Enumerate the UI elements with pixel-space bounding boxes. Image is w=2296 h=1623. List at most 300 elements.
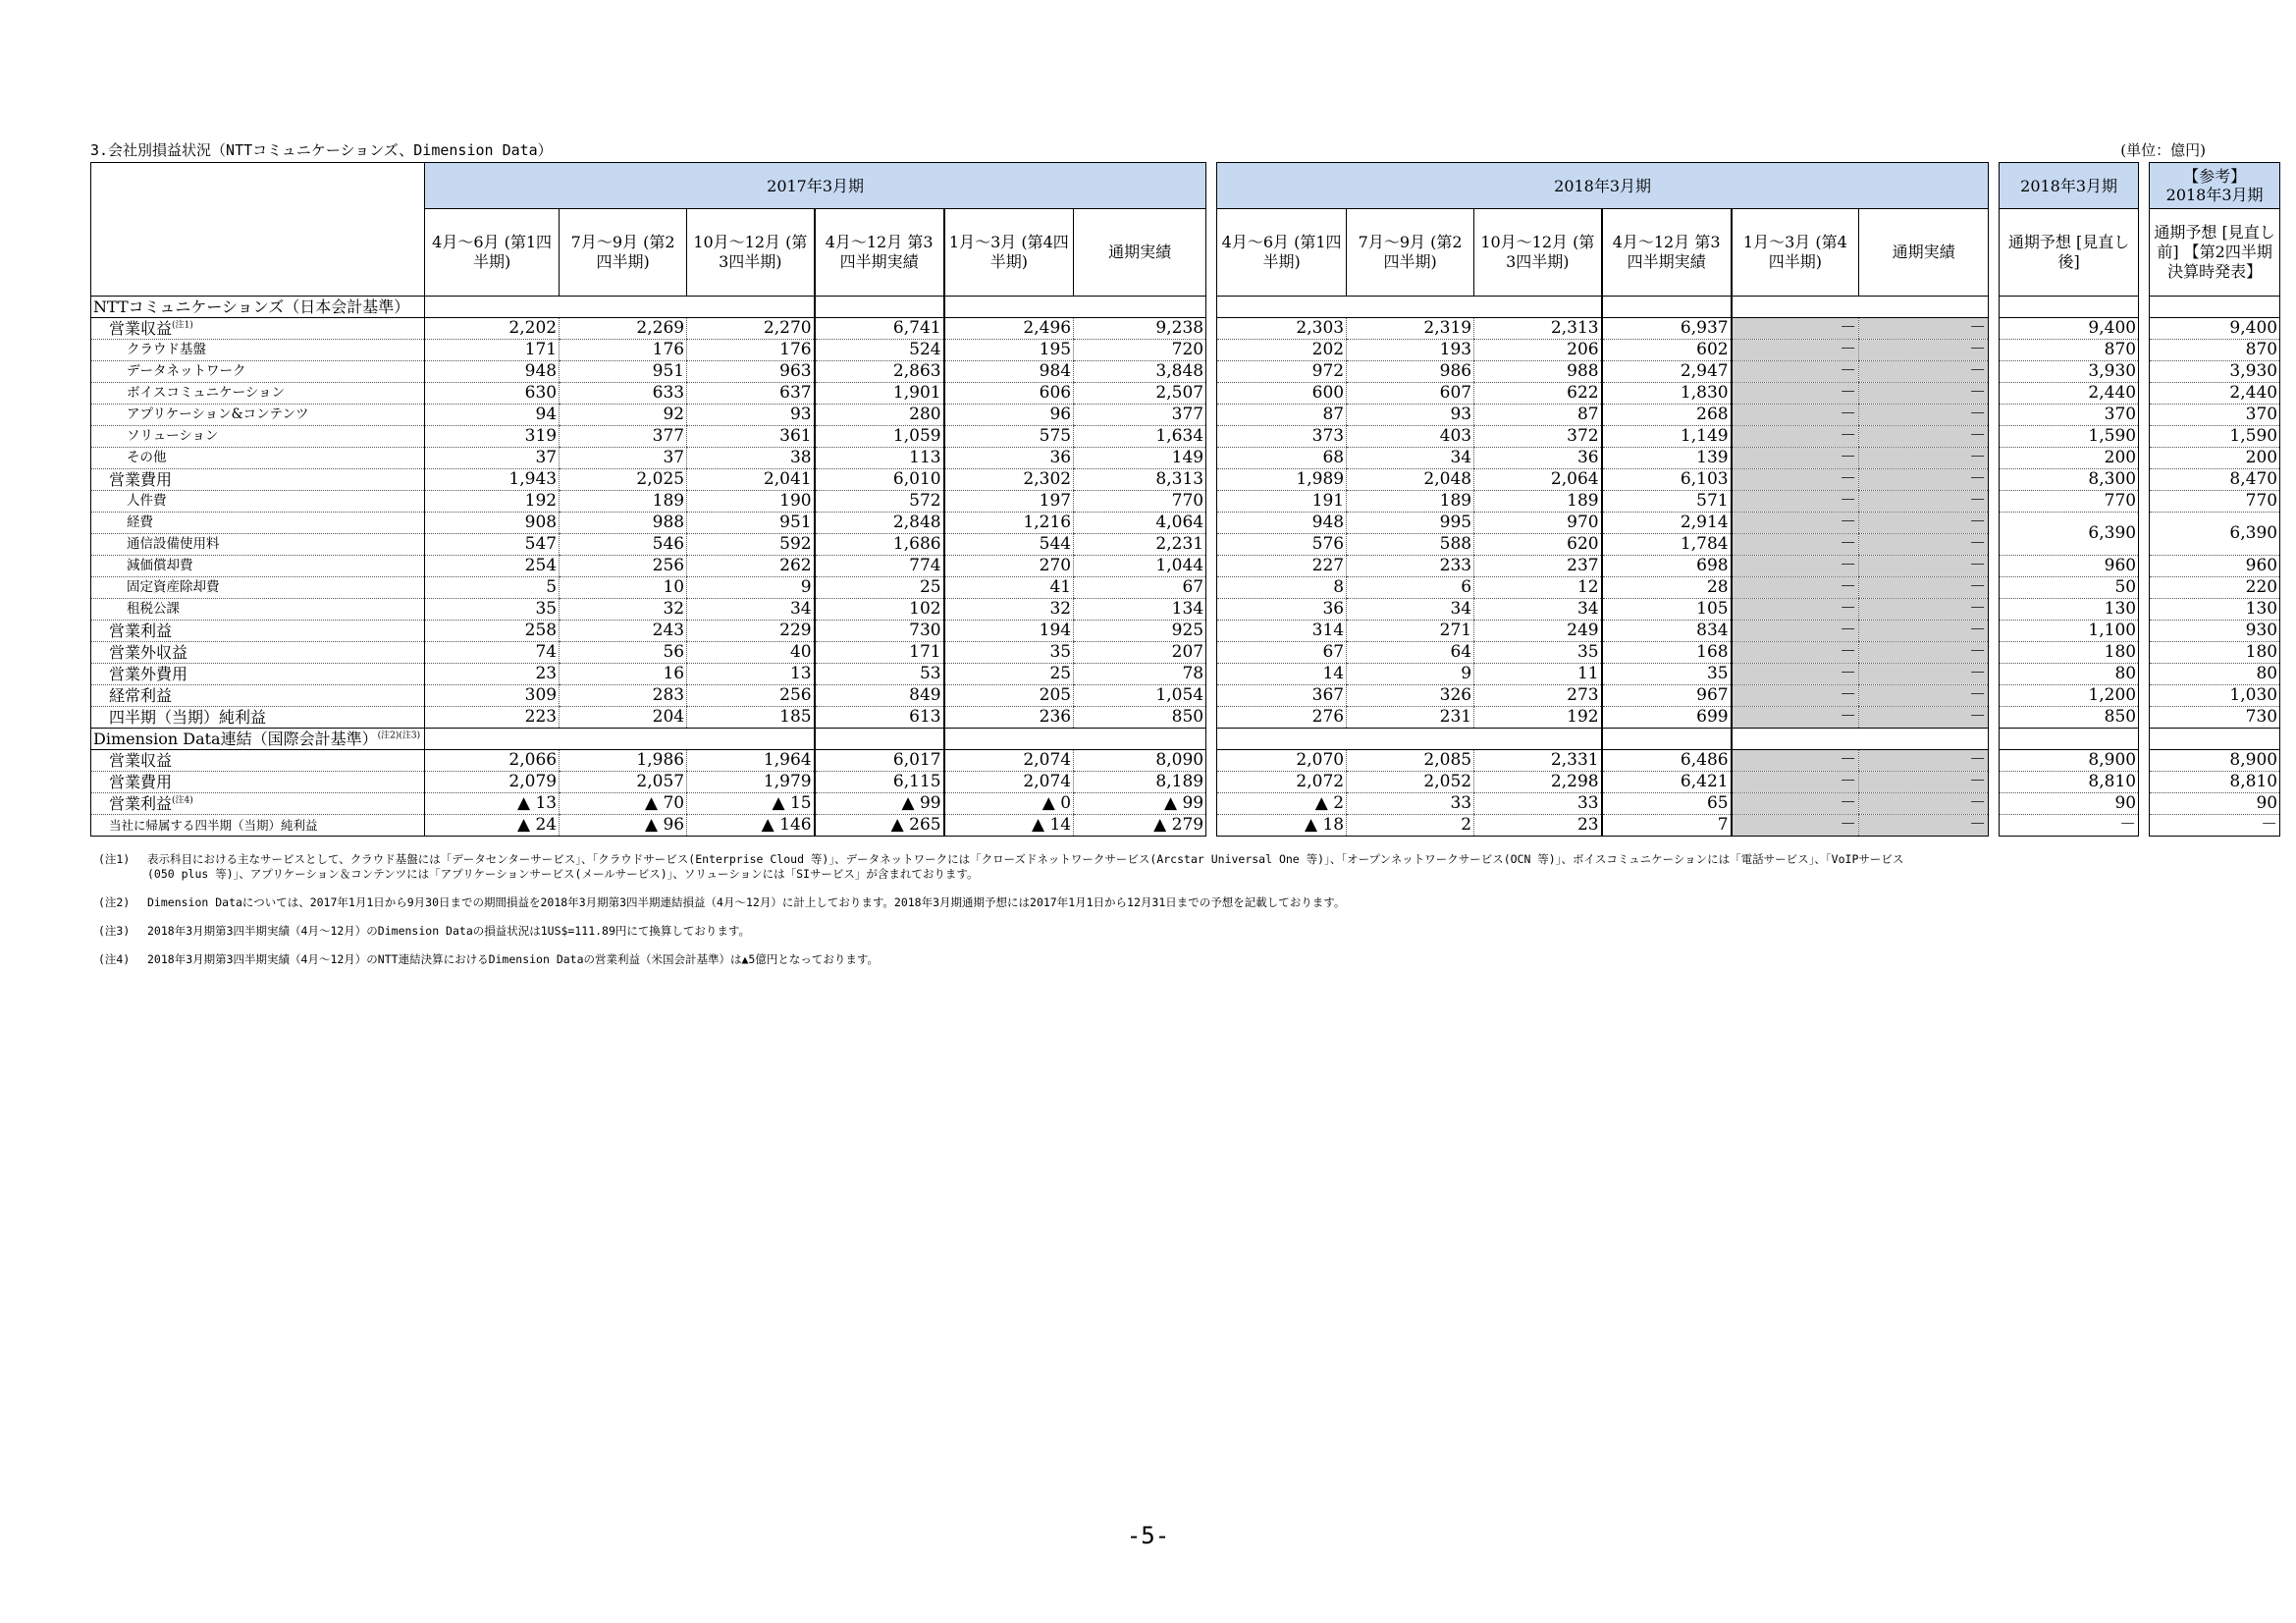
value-cell: 850: [1074, 707, 1206, 729]
note-text: 2018年3月期第3四半期実績（4月～12月）のNTT連結決算におけるDimension Dataの営業利益（米国会計基準）は▲5億円となっております。: [147, 952, 879, 966]
section-title: [91, 729, 425, 750]
page-title: 3.会社別損益状況（NTTコミュニケーションズ、Dimension Data）: [90, 141, 553, 159]
blank-cell: [944, 297, 1074, 318]
row-label-text: 人件費: [127, 493, 167, 509]
value-cell: 40: [687, 642, 815, 664]
value-cell: 622: [1474, 383, 1602, 405]
value-cell: 377: [1074, 405, 1206, 426]
value-cell: 268: [1602, 405, 1732, 426]
value-cell: 34: [1347, 448, 1474, 469]
forecast-value: 6,390: [2000, 513, 2139, 556]
note-tag: (注1): [98, 852, 131, 866]
row-label: [91, 405, 425, 426]
value-cell: 1,059: [815, 426, 944, 448]
value-cell: －: [1732, 405, 1859, 426]
table-row: [91, 534, 2280, 556]
value-cell: 237: [1474, 556, 1602, 577]
table-row: [91, 340, 2280, 361]
row-label-text: データネットワーク: [127, 363, 246, 379]
value-cell: 283: [560, 685, 687, 707]
blank-cell: [1074, 729, 1206, 750]
table-row: [91, 513, 2280, 534]
value-cell: 41: [944, 577, 1074, 599]
value-cell: 23: [425, 664, 560, 685]
value-cell: 68: [1217, 448, 1347, 469]
value-cell: ▲ 96: [560, 815, 687, 837]
value-cell: 35: [1474, 642, 1602, 664]
section-title: [91, 297, 425, 318]
value-cell: 197: [944, 491, 1074, 513]
value-cell: ▲ 14: [944, 815, 1074, 837]
value-cell: 2,048: [1347, 469, 1474, 491]
value-cell: 613: [815, 707, 944, 729]
section-title-text: NTTコミュニケーションズ（日本会計基準）: [93, 298, 410, 316]
value-cell: 37: [425, 448, 560, 469]
table-row: [91, 361, 2280, 383]
table-row: [91, 318, 2280, 340]
blank-cell: [1347, 729, 1474, 750]
header-fy2018-forecast: 2018年3月期: [2000, 163, 2139, 209]
header-fy2018: 2018年3月期: [1217, 163, 1989, 209]
fy2018-col-header: 4月～12月 第3四半期実績: [1602, 209, 1732, 297]
value-cell: 984: [944, 361, 1074, 383]
blank-cell: [560, 297, 687, 318]
value-cell: 972: [1217, 361, 1347, 383]
row-label: [91, 491, 425, 513]
reference-value: 770: [2150, 491, 2280, 513]
value-cell: 134: [1074, 599, 1206, 621]
value-cell: 372: [1474, 426, 1602, 448]
value-cell: 13: [687, 664, 815, 685]
value-cell: －: [1732, 642, 1859, 664]
value-cell: 2,947: [1602, 361, 1732, 383]
value-cell: 326: [1347, 685, 1474, 707]
value-cell: 87: [1474, 405, 1602, 426]
value-cell: 36: [1217, 599, 1347, 621]
reference-value: 8,470: [2150, 469, 2280, 491]
blank-cell: [1602, 729, 1732, 750]
reference-value: －: [2150, 815, 2280, 837]
value-cell: 963: [687, 361, 815, 383]
row-label-text: 営業費用: [109, 470, 173, 489]
value-cell: 35: [425, 599, 560, 621]
forecast-value: 200: [2000, 448, 2139, 469]
row-label: [91, 383, 425, 405]
value-cell: 2,302: [944, 469, 1074, 491]
value-cell: 1,784: [1602, 534, 1732, 556]
value-cell: －: [1859, 405, 1989, 426]
row-label-text: 租税公課: [127, 601, 180, 617]
value-cell: 2,085: [1347, 750, 1474, 772]
value-cell: 185: [687, 707, 815, 729]
value-cell: 774: [815, 556, 944, 577]
row-label: [91, 448, 425, 469]
value-cell: 2,507: [1074, 383, 1206, 405]
value-cell: －: [1732, 318, 1859, 340]
value-cell: 189: [1474, 491, 1602, 513]
value-cell: 233: [1347, 556, 1474, 577]
value-cell: 314: [1217, 621, 1347, 642]
header-corner: [91, 163, 425, 297]
fy2018-col-header: 10月～12月 (第3四半期): [1474, 209, 1602, 297]
value-cell: ▲ 18: [1217, 815, 1347, 837]
fy2017-col-header: 通期実績: [1074, 209, 1206, 297]
header-reference-line2: 2018年3月期: [2165, 186, 2264, 204]
value-cell: 834: [1602, 621, 1732, 642]
value-cell: 231: [1347, 707, 1474, 729]
value-cell: 2,496: [944, 318, 1074, 340]
forecast-value: 180: [2000, 642, 2139, 664]
value-cell: 1,054: [1074, 685, 1206, 707]
value-cell: －: [1859, 707, 1989, 729]
value-cell: 575: [944, 426, 1074, 448]
value-cell: －: [1859, 642, 1989, 664]
blank-cell: [425, 729, 560, 750]
value-cell: 9: [687, 577, 815, 599]
value-cell: －: [1859, 599, 1989, 621]
forecast-col-header: 通期予想 [見直し後]: [2000, 209, 2139, 297]
table-row: [91, 815, 2280, 837]
forecast-value: 1,590: [2000, 426, 2139, 448]
value-cell: 6,115: [815, 772, 944, 793]
reference-value: 370: [2150, 405, 2280, 426]
forecast-value: 8,300: [2000, 469, 2139, 491]
fy2017-col-header: 4月～6月 (第1四半期): [425, 209, 560, 297]
value-cell: －: [1732, 448, 1859, 469]
note-text: Dimension Dataについては、2017年1月1日から9月30日までの期間損益を2018年3月期第3四半期連結損益（4月～12月）に計上しております。2018年3月期通期予想には2017年1月1日から12月31日までの予想を記載しております。: [147, 895, 1346, 909]
blank-cell: [2150, 297, 2280, 318]
value-cell: 190: [687, 491, 815, 513]
row-label: [91, 707, 425, 729]
blank-cell: [1602, 297, 1732, 318]
value-cell: 9: [1347, 664, 1474, 685]
table-row: [91, 750, 2280, 772]
value-cell: 698: [1602, 556, 1732, 577]
value-cell: ▲ 99: [1074, 793, 1206, 815]
value-cell: 10: [560, 577, 687, 599]
value-cell: 149: [1074, 448, 1206, 469]
value-cell: 67: [1074, 577, 1206, 599]
value-cell: 34: [1347, 599, 1474, 621]
value-cell: 602: [1602, 340, 1732, 361]
blank-cell: [2000, 297, 2139, 318]
value-cell: －: [1859, 556, 1989, 577]
table-row: [91, 448, 2280, 469]
value-cell: 270: [944, 556, 1074, 577]
value-cell: 2,025: [560, 469, 687, 491]
value-cell: 367: [1217, 685, 1347, 707]
value-cell: 14: [1217, 664, 1347, 685]
value-cell: －: [1859, 448, 1989, 469]
value-cell: 309: [425, 685, 560, 707]
row-label-text: 営業利益: [109, 622, 173, 640]
row-label: [91, 318, 425, 340]
row-label: [91, 426, 425, 448]
blank-cell: [1347, 297, 1474, 318]
header-fy2017: 2017年3月期: [425, 163, 1206, 209]
value-cell: 202: [1217, 340, 1347, 361]
value-cell: 74: [425, 642, 560, 664]
value-cell: －: [1732, 513, 1859, 534]
value-cell: 6,486: [1602, 750, 1732, 772]
header-reference-line1: 【参考】: [2183, 167, 2247, 186]
reference-value: 220: [2150, 577, 2280, 599]
fy2017-col-header: 4月～12月 第3四半期実績: [815, 209, 944, 297]
value-cell: 925: [1074, 621, 1206, 642]
value-cell: ▲ 279: [1074, 815, 1206, 837]
value-cell: 970: [1474, 513, 1602, 534]
blank-cell: [1859, 729, 1989, 750]
row-label-text: 営業外費用: [109, 665, 188, 683]
value-cell: ▲ 99: [815, 793, 944, 815]
value-cell: 93: [1347, 405, 1474, 426]
value-cell: 2,914: [1602, 513, 1732, 534]
value-cell: 34: [1474, 599, 1602, 621]
value-cell: 192: [1474, 707, 1602, 729]
value-cell: －: [1859, 513, 1989, 534]
fy2018-col-header: 4月～6月 (第1四半期): [1217, 209, 1347, 297]
row-label-text: 四半期（当期）純利益: [109, 708, 267, 727]
value-cell: －: [1859, 621, 1989, 642]
value-cell: －: [1732, 534, 1859, 556]
value-cell: 2,202: [425, 318, 560, 340]
forecast-value: 90: [2000, 793, 2139, 815]
reference-value: 930: [2150, 621, 2280, 642]
value-cell: －: [1732, 577, 1859, 599]
value-cell: －: [1859, 815, 1989, 837]
forecast-value: 50: [2000, 577, 2139, 599]
value-cell: 620: [1474, 534, 1602, 556]
value-cell: ▲ 146: [687, 815, 815, 837]
blank-cell: [944, 729, 1074, 750]
note-item: [98, 895, 2209, 910]
value-cell: －: [1732, 383, 1859, 405]
table-row: [91, 772, 2280, 793]
reference-col-header: 通期予想 [見直し前] 【第2四半期 決算時発表】: [2150, 209, 2280, 297]
value-cell: 12: [1474, 577, 1602, 599]
value-cell: 9,238: [1074, 318, 1206, 340]
table-row: [91, 664, 2280, 685]
value-cell: 699: [1602, 707, 1732, 729]
value-cell: 988: [1474, 361, 1602, 383]
value-cell: －: [1732, 599, 1859, 621]
value-cell: 249: [1474, 621, 1602, 642]
value-cell: 377: [560, 426, 687, 448]
value-cell: 192: [425, 491, 560, 513]
row-label: [91, 534, 425, 556]
forecast-value: 870: [2000, 340, 2139, 361]
value-cell: 2,057: [560, 772, 687, 793]
value-cell: 571: [1602, 491, 1732, 513]
forecast-value: 9,400: [2000, 318, 2139, 340]
table-row: [91, 707, 2280, 729]
value-cell: 2,231: [1074, 534, 1206, 556]
row-label-text: ソリューション: [127, 428, 219, 444]
row-label: [91, 469, 425, 491]
note-text: 表示科目における主なサービスとして、クラウド基盤には「データセンターサービス」、「クラウドサービス(Enterprise Cloud 等)」、データネットワークには「クローズドネットワークサービス(Arcstar Universal One 等)」、「オープンネットワークサービス(OCN 等)」、ボイスコミュニケーションには「電話サービス」、「VoIPサービス (050 plus 等)」、アプリケーション＆コンテンツには「アプリケーションサービス(メールサービス)」、ソリューションには「SIサービス」が含まれております。: [147, 852, 1904, 881]
value-cell: 205: [944, 685, 1074, 707]
value-cell: 6,421: [1602, 772, 1732, 793]
value-cell: 6,010: [815, 469, 944, 491]
value-cell: －: [1859, 685, 1989, 707]
value-cell: 189: [1347, 491, 1474, 513]
value-cell: －: [1732, 361, 1859, 383]
value-cell: 32: [560, 599, 687, 621]
row-label-text: 営業外収益: [109, 643, 188, 662]
value-cell: ▲ 15: [687, 793, 815, 815]
value-cell: 572: [815, 491, 944, 513]
value-cell: 948: [425, 361, 560, 383]
value-cell: 361: [687, 426, 815, 448]
row-label-text: 固定資産除却費: [127, 579, 220, 595]
value-cell: 2,298: [1474, 772, 1602, 793]
table-row: [91, 577, 2280, 599]
value-cell: －: [1732, 707, 1859, 729]
value-cell: 592: [687, 534, 815, 556]
value-cell: 193: [1347, 340, 1474, 361]
value-cell: 1,979: [687, 772, 815, 793]
value-cell: 25: [815, 577, 944, 599]
value-cell: 8: [1217, 577, 1347, 599]
blank-cell: [687, 729, 815, 750]
forecast-value: 80: [2000, 664, 2139, 685]
value-cell: 6,103: [1602, 469, 1732, 491]
row-label: [91, 556, 425, 577]
value-cell: 588: [1347, 534, 1474, 556]
value-cell: 1,634: [1074, 426, 1206, 448]
forecast-value: 1,200: [2000, 685, 2139, 707]
value-cell: 319: [425, 426, 560, 448]
value-cell: 67: [1217, 642, 1347, 664]
blank-cell: [1732, 729, 1859, 750]
value-cell: －: [1859, 534, 1989, 556]
section-row: [91, 729, 2280, 750]
value-cell: 6,937: [1602, 318, 1732, 340]
value-cell: 1,044: [1074, 556, 1206, 577]
value-cell: －: [1859, 340, 1989, 361]
fy2017-col-header: 7月～9月 (第2四半期): [560, 209, 687, 297]
value-cell: 951: [687, 513, 815, 534]
value-cell: 546: [560, 534, 687, 556]
fy2018-col-header: 7月～9月 (第2四半期): [1347, 209, 1474, 297]
value-cell: 720: [1074, 340, 1206, 361]
value-cell: 6: [1347, 577, 1474, 599]
value-cell: 94: [425, 405, 560, 426]
value-cell: 606: [944, 383, 1074, 405]
value-cell: 2,070: [1217, 750, 1347, 772]
value-cell: 93: [687, 405, 815, 426]
value-cell: 2,313: [1474, 318, 1602, 340]
value-cell: 258: [425, 621, 560, 642]
value-cell: 33: [1474, 793, 1602, 815]
value-cell: 256: [560, 556, 687, 577]
forecast-value: 960: [2000, 556, 2139, 577]
value-cell: 53: [815, 664, 944, 685]
value-cell: 770: [1074, 491, 1206, 513]
note-tag: (注3): [98, 924, 131, 938]
value-cell: 168: [1602, 642, 1732, 664]
value-cell: 276: [1217, 707, 1347, 729]
reference-value: 730: [2150, 707, 2280, 729]
note-tag: (注2): [98, 895, 131, 909]
value-cell: 273: [1474, 685, 1602, 707]
value-cell: －: [1732, 469, 1859, 491]
value-cell: ▲ 70: [560, 793, 687, 815]
value-cell: 280: [815, 405, 944, 426]
table-row: [91, 685, 2280, 707]
value-cell: 96: [944, 405, 1074, 426]
value-cell: 204: [560, 707, 687, 729]
fy2018-col-header: 1月～3月 (第4四半期): [1732, 209, 1859, 297]
header-reference: [2150, 163, 2280, 209]
value-cell: 105: [1602, 599, 1732, 621]
value-cell: 2,074: [944, 772, 1074, 793]
value-cell: 967: [1602, 685, 1732, 707]
table-row: [91, 383, 2280, 405]
value-cell: 243: [560, 621, 687, 642]
value-cell: 23: [1474, 815, 1602, 837]
value-cell: 1,964: [687, 750, 815, 772]
row-label-text: 営業収益: [109, 319, 173, 338]
value-cell: －: [1859, 577, 1989, 599]
value-cell: ▲ 24: [425, 815, 560, 837]
value-cell: 11: [1474, 664, 1602, 685]
blank-cell: [1217, 297, 1347, 318]
row-label: [91, 621, 425, 642]
value-cell: 195: [944, 340, 1074, 361]
row-label: [91, 664, 425, 685]
blank-cell: [2000, 729, 2139, 750]
blank-cell: [1074, 297, 1206, 318]
value-cell: －: [1859, 426, 1989, 448]
note-tag: (注4): [98, 952, 131, 966]
table-row: [91, 491, 2280, 513]
table-row: [91, 793, 2280, 815]
row-label-text: 営業費用: [109, 773, 173, 791]
blank-cell: [425, 297, 560, 318]
value-cell: 87: [1217, 405, 1347, 426]
value-cell: 547: [425, 534, 560, 556]
value-cell: 2,041: [687, 469, 815, 491]
value-cell: 4,064: [1074, 513, 1206, 534]
row-label: [91, 642, 425, 664]
table-row: [91, 405, 2280, 426]
table-row: [91, 642, 2280, 664]
row-label-text: 営業収益: [109, 751, 173, 770]
value-cell: 206: [1474, 340, 1602, 361]
forecast-value: 1,100: [2000, 621, 2139, 642]
notes-section: [98, 852, 2209, 981]
value-cell: 56: [560, 642, 687, 664]
reference-value: 200: [2150, 448, 2280, 469]
fy2017-col-header: 1月～3月 (第4四半期): [944, 209, 1074, 297]
table-row: [91, 469, 2280, 491]
blank-cell: [1859, 297, 1989, 318]
value-cell: 607: [1347, 383, 1474, 405]
value-cell: 908: [425, 513, 560, 534]
value-cell: －: [1859, 664, 1989, 685]
value-cell: 1,686: [815, 534, 944, 556]
value-cell: 2,269: [560, 318, 687, 340]
value-cell: 25: [944, 664, 1074, 685]
row-label-text: 当社に帰属する四半期（当期）純利益: [109, 818, 318, 833]
value-cell: 223: [425, 707, 560, 729]
fy2017-col-header: 10月～12月 (第3四半期): [687, 209, 815, 297]
reference-value: 1,030: [2150, 685, 2280, 707]
value-cell: 373: [1217, 426, 1347, 448]
value-cell: －: [1732, 815, 1859, 837]
value-cell: 194: [944, 621, 1074, 642]
